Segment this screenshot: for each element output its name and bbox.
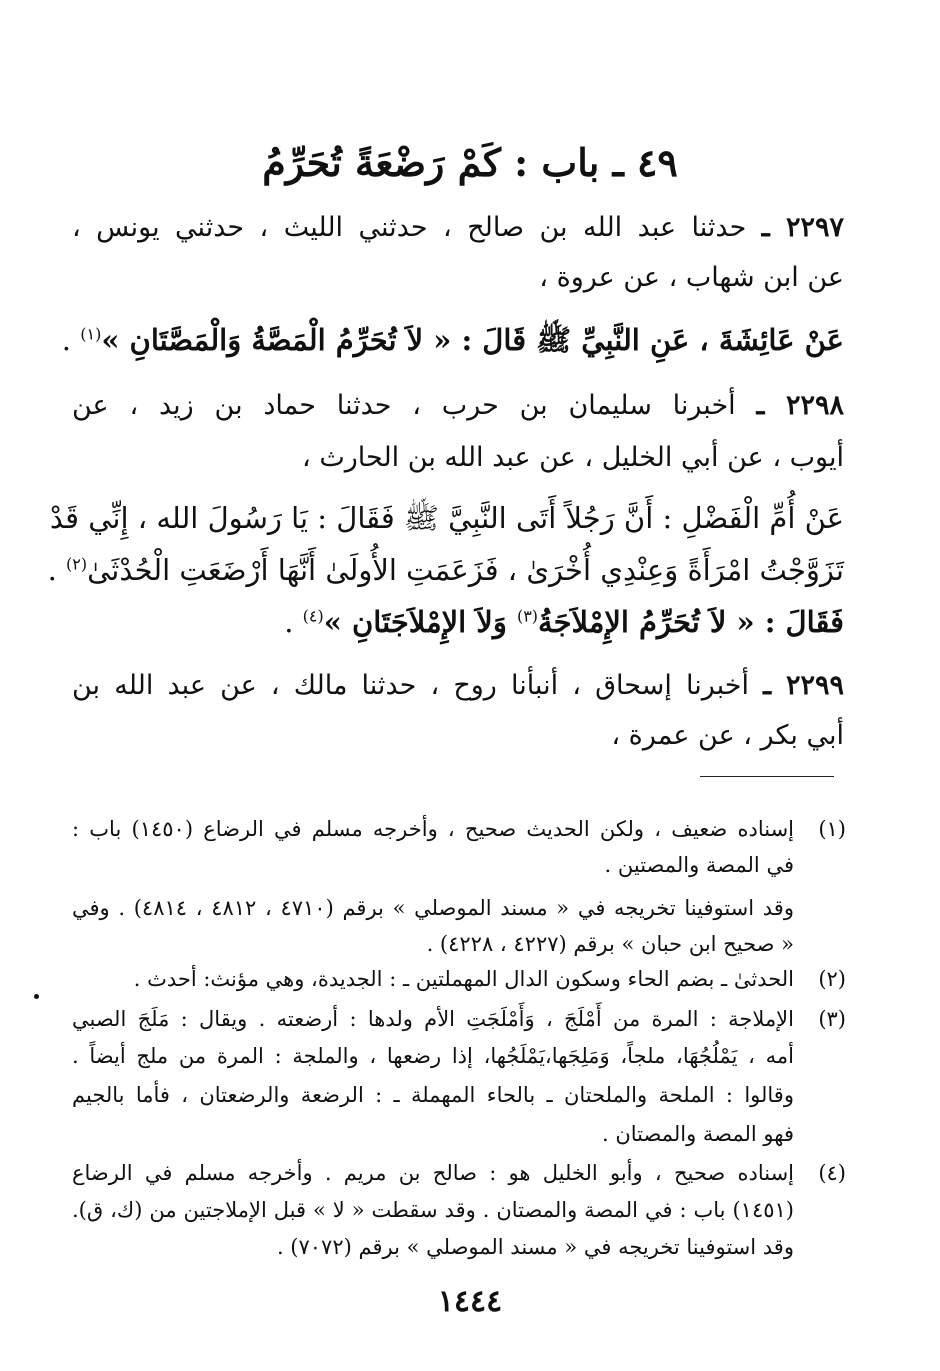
footnote-number: (٤) — [818, 1161, 846, 1185]
matn-end: . — [47, 553, 67, 587]
hadith-2297-matn — [61, 318, 844, 362]
matn-end: . — [61, 323, 81, 357]
hadith-2299-line-2 — [72, 714, 844, 758]
hadith-2297-line-2 — [72, 256, 844, 300]
hadith-2298-matn-2 — [47, 548, 844, 592]
footnote-4-line-1: إسناده صحيح ، وأبو الخليل هو : صالح بن مريم . وأخرجه مسلم في الرضاع — [72, 1161, 794, 1185]
hadith-2298-line-1 — [72, 384, 844, 428]
matn-text: وَلاَ الإِمْلاَجَتَانِ » — [323, 605, 517, 639]
hadith-number: ٢٢٩٩ ـ — [763, 670, 844, 701]
matn-text: تَزَوَّجْتُ امْرَأَةً وَعِنْدِي أُخْرَىٰ ، فَزَعَمَتِ الأُولَىٰ أَنَّهَا أَرْضَعَتِ الْحُدْثَىٰ — [87, 553, 844, 587]
hadith-number: ٢٢٩٧ ـ — [761, 212, 844, 243]
footnote-1-line-3: وقد استوفينا تخريجه في « مسند الموصلي » برقم (٤٧١٠ ، ٤٨١٢ ، ٤٨١٤) . وفي — [72, 896, 794, 920]
footnote-number: (١) — [818, 817, 846, 841]
footnote-ref: (٣) — [516, 606, 539, 626]
footnote-1-line-4: « صحيح ابن حبان » برقم (٤٢٢٧ ، ٤٢٢٨) . — [426, 932, 794, 956]
isnad-text: أخبرنا إسحاق ، أنبأنا روح ، حدثنا مالك ، عن عبد الله بن — [72, 670, 749, 701]
footnote-number: (٢) — [818, 967, 846, 991]
footnote-ref: (١) — [80, 324, 102, 344]
matn-text: عَنْ عَائِشَةَ ، عَنِ النَّبِيِّ ﷺ قَالَ : « لاَ تُحَرِّمُ الْمَصَّةُ وَالْمَصَّتَانِ » — [101, 323, 844, 357]
footnote-3-line-2: أمه ، يَمْلُجُهَا، ملجاً، وَمَلِجَها،يَمْلَجُها، إذا رضعها ، والملجة : المرة من ملج أيضاً . — [72, 1044, 794, 1068]
page-number: ١٤٤٤ — [437, 1284, 503, 1319]
scan-speck — [34, 994, 39, 999]
matn-end: . — [284, 605, 303, 639]
footnote-number: (٣) — [818, 1007, 846, 1031]
chapter-title: ٤٩ ـ باب : كَمْ رَضْعَةً تُحَرِّمُ — [262, 140, 678, 185]
footnote-ref: (٢) — [66, 554, 88, 574]
matn-text: فَقَالَ : « لاَ تُحَرِّمُ الإِمْلاَجَةُ — [538, 605, 844, 639]
isnad-text: أخبرنا سليمان بن حرب ، حدثنا حماد بن زيد ، عن — [72, 390, 736, 421]
hadith-2298-matn-1 — [49, 496, 844, 540]
footnote-3-line-4: فهو المصة والمصتان . — [602, 1122, 794, 1146]
isnad-text: أيوب ، عن أبي الخليل ، عن عبد الله بن الحارث ، — [302, 442, 844, 473]
matn-text: عَنْ أُمِّ الْفَضْلِ : أَنَّ رَجُلاً أَتَى النَّبِيَّ ﷺ فَقَالَ : يَا رَسُولَ الله ، إِنِّي قَدْ — [49, 501, 844, 535]
footnote-1-line-2: في المصة والمصتين . — [604, 853, 794, 877]
hadith-2298-line-2 — [72, 436, 844, 480]
isnad-text: عن ابن شهاب ، عن عروة ، — [539, 262, 844, 293]
footnote-3-line-3: وقالوا : الملحة والملحتان ـ بالحاء المهملة ـ : الرضعة والرضعتان ، فأما بالجيم — [72, 1083, 794, 1107]
footnote-4-line-3: وقد استوفينا تخريجه في « مسند الموصلي » برقم (٧٠٧٢) . — [276, 1235, 794, 1259]
hadith-2298-matn-3 — [72, 600, 844, 644]
footnote-ref: (٤) — [302, 606, 324, 626]
hadith-2297-line-1 — [72, 206, 844, 250]
footnote-4-line-2: (١٤٥١) باب : في المصة والمصتان . وقد سقطت « لا » قبل الإملاجتين من (ك، ق). — [72, 1198, 794, 1222]
isnad-text: حدثنا عبد الله بن صالح ، حدثني الليث ، حدثني يونس ، — [72, 212, 747, 243]
footnote-3-line-1: الإملاجة : المرة من أَمْلَجَ ، وَأَمْلَجَتِ الأم ولدها : أرضعته . ويقال : مَلَجَ الصبي — [72, 1007, 794, 1031]
hadith-number: ٢٢٩٨ ـ — [756, 390, 844, 421]
isnad-text: أبي بكر ، عن عمرة ، — [611, 720, 844, 751]
footnote-divider — [700, 776, 834, 777]
hadith-2299-line-1 — [72, 664, 844, 708]
footnote-2-line-1: الحدثىٰ ـ بضم الحاء وسكون الدال المهملتين ـ : الجديدة، وهي مؤنث: أحدث . — [133, 967, 794, 991]
footnote-1-line-1: إسناده ضعيف ، ولكن الحديث صحيح ، وأخرجه مسلم في الرضاع (١٤٥٠) باب : — [72, 817, 794, 841]
